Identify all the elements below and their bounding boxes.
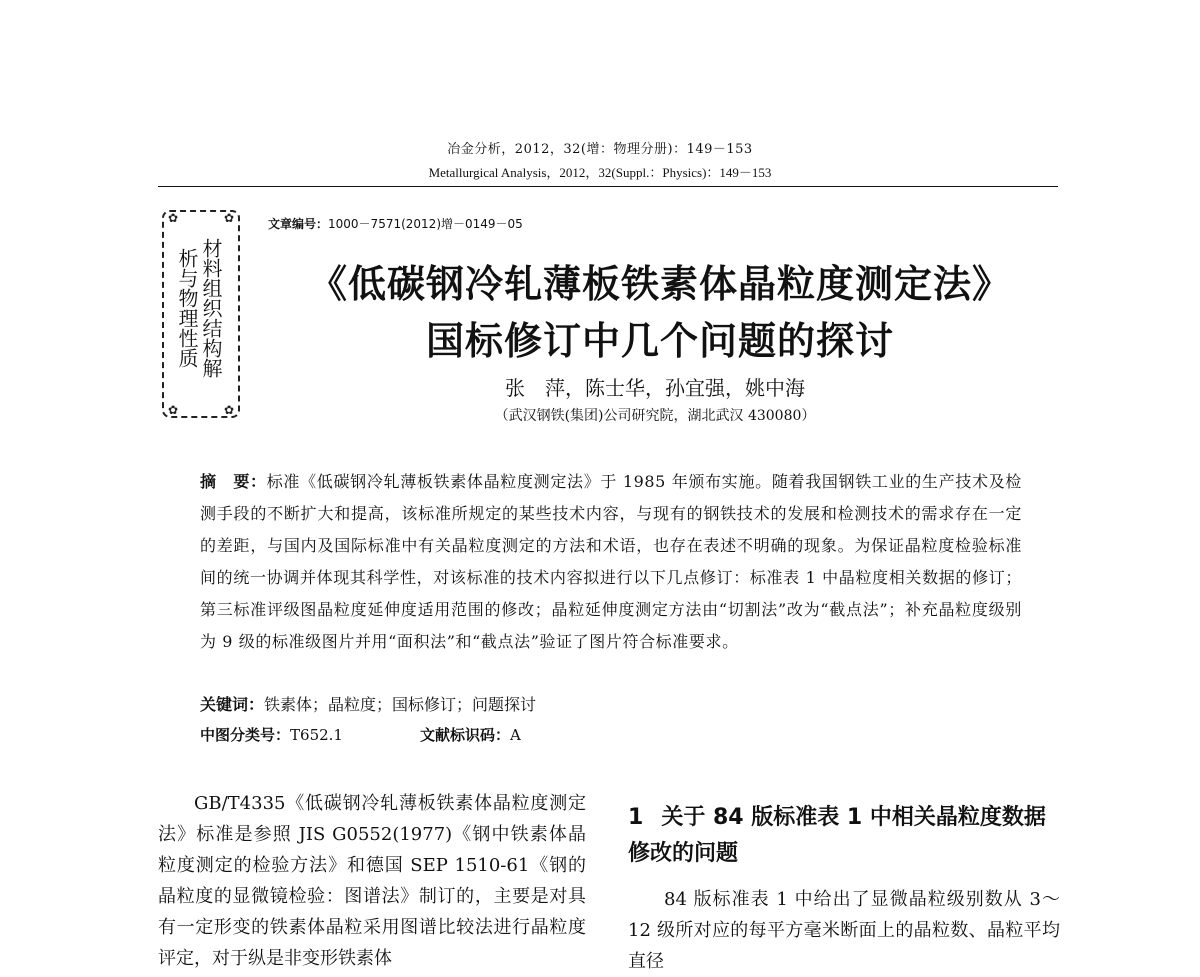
body-paragraph-left-column: GB/T4335《低碳钢冷轧薄板铁素体晶粒度测定法》标准是参照 JIS G0552(1977)《钢中铁素体晶粒度测定的检验方法》和德国 SEP 1510-61《钢的晶粒度的显微镜检验：图谱法》制订的，主要是对具有一定形变的铁素体晶粒采用图谱比较法进行晶粒度评定，对于纵是非变形铁素体 bbox=[158, 793, 586, 969]
badge-text-left-column: 析与物理性质 bbox=[175, 248, 199, 368]
document-code bbox=[420, 724, 521, 745]
author-list: 张 萍，陈士华，孙宜强，姚中海 bbox=[505, 376, 805, 400]
abstract bbox=[200, 466, 1022, 658]
abstract-text: 标准《低碳钢冷轧薄板铁素体晶粒度测定法》于 1985 年颁布实施。随着我国钢铁工业的生产技术及检测手段的不断扩大和提高，该标准所规定的某些技术内容，与现有的钢铁技术的发展和检测技术的需求存在一定的差距，与国内及国际标准中有关晶粒度测定的方法和术语，也存在表述不明确的现象。为保证晶粒度检验标准间的统一协调并体现其科学性，对该标准的技术内容拟进行以下几点修订：标准表 1 中晶粒度相关数据的修订；第三标准评级图晶粒度延伸度适用范围的修改；晶粒延伸度测定方法由“切割法”改为“截点法”；补充晶粒度级别为 9 级的标准级图片并用“面积法”和“截点法”验证了图片符合标准要求。 bbox=[200, 472, 1022, 651]
article-title-line-2: 国标修订中几个问题的探讨 bbox=[425, 319, 894, 363]
flower-ornament-icon: ✿ bbox=[168, 211, 179, 225]
running-head-journal-en: Metallurgical Analysis，2012，32(Suppl.：Physics)：149－153 bbox=[428, 165, 772, 180]
clc-number bbox=[200, 724, 343, 745]
badge-text-right-column: 材料组织结构解 bbox=[199, 238, 223, 378]
flower-ornament-icon: ✿ bbox=[168, 403, 179, 417]
keywords-text: 铁素体；晶粒度；国标修订；问题探讨 bbox=[264, 695, 537, 714]
body-paragraph-right-column: 84 版标准表 1 中给出了显微晶粒级别数从 3～12 级所对应的每平方毫米断面上的晶粒数、晶粒平均直径 bbox=[628, 889, 1060, 972]
document-code-label: 文献标识码： bbox=[420, 726, 511, 744]
section-heading-text: 关于 84 版标准表 1 中相关晶粒度数据修改的问题 bbox=[628, 805, 1046, 866]
section-number: 1 bbox=[628, 805, 644, 830]
flower-ornament-icon: ✿ bbox=[223, 211, 234, 225]
running-head-journal-cn: 冶金分析，2012，32(增：物理分册)：149－153 bbox=[447, 142, 753, 157]
document-code-value: A bbox=[510, 726, 521, 744]
article-number-label: 文章编号： bbox=[268, 217, 329, 231]
clc-label: 中图分类号： bbox=[200, 726, 291, 744]
keywords-label: 关键词： bbox=[200, 695, 265, 714]
abstract-label: 摘 要： bbox=[200, 472, 267, 491]
author-affiliation: （武汉钢铁(集团)公司研究院，湖北武汉 430080） bbox=[494, 408, 816, 424]
clc-value: T652.1 bbox=[290, 726, 343, 744]
flower-ornament-icon: ✿ bbox=[223, 403, 234, 417]
article-number bbox=[268, 215, 523, 232]
article-number-value: 1000－7571(2012)增－0149－05 bbox=[328, 217, 523, 231]
header-rule bbox=[158, 186, 1058, 187]
section-heading bbox=[628, 800, 1060, 872]
article-title-line-1: 《低碳钢冷轧薄板铁素体晶粒度测定法》 bbox=[308, 262, 1011, 306]
keywords bbox=[200, 692, 536, 715]
